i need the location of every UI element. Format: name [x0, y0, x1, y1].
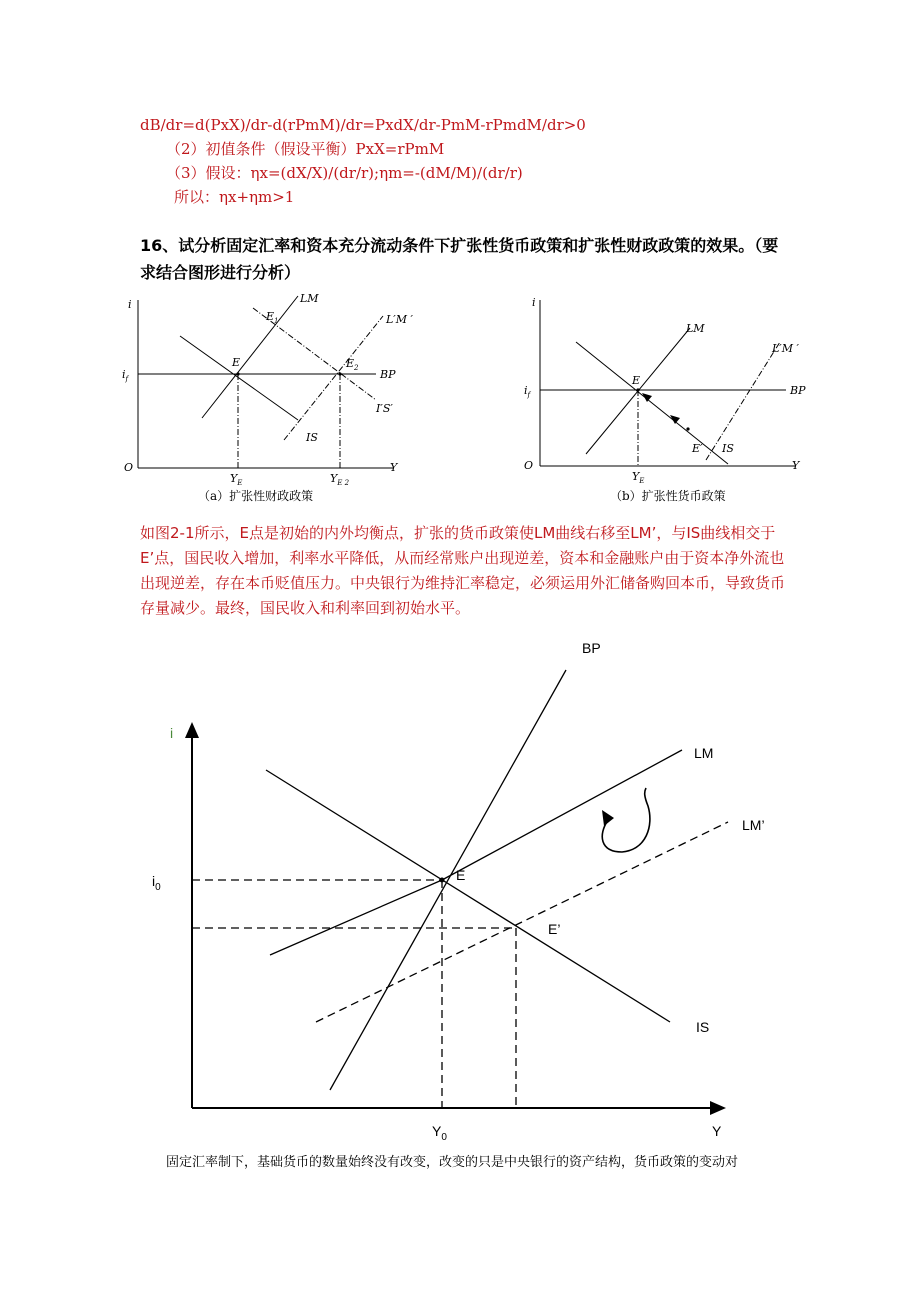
bp-label: BP [582, 640, 601, 656]
figure-c-is-lm-bp [130, 630, 810, 1150]
bp-label: BP [380, 368, 396, 381]
ye-label: $Y_E$ [230, 472, 243, 487]
ye2-label: $Y_{E 2}$ [330, 472, 350, 487]
point-e-prime-label: E’ [548, 921, 561, 937]
footer-text: 固定汇率制下，基础货币的数量始终没有改变，改变的只是中央银行的资产结构，货币政策的变动对 [166, 1155, 739, 1170]
point-e1-label: $E_1$ [266, 310, 279, 325]
formula-line-3: （3）假设：ηx=(dX/X)/(dr/r);ηm=-(dM/M)/(dr/r) [166, 164, 523, 182]
axis-i-label: i [532, 296, 536, 309]
axis-i-label: i [128, 298, 132, 311]
axis-y-label: Y [792, 459, 800, 472]
formula-line-4: 所以：ηx+ηm>1 [174, 188, 295, 206]
axis-y-label: Y [712, 1123, 722, 1139]
point-e-label: E [232, 356, 241, 369]
origin-label: O [524, 459, 534, 472]
question-heading: 16、试分析固定汇率和资本充分流动条件下扩张性货币政策和扩张性财政政策的效果。（要求结合图形进行分析） [140, 236, 779, 282]
figure-a-fiscal-policy [118, 290, 418, 490]
i0-label: $i_0$ [152, 873, 161, 893]
lm-label: LM [686, 322, 705, 335]
origin-label: O [124, 461, 134, 474]
axis-i-label: i [170, 725, 174, 741]
figure-a-caption: （a）扩张性财政政策 [198, 489, 314, 503]
point-e2-label: $E_2$ [346, 357, 359, 372]
point-e-label: E [456, 867, 466, 883]
formula-line-1: dB/dr=d(PxX)/dr-d(rPmM)/dr=PxdX/dr-PmM-rPmdM/dr>0 [140, 116, 586, 134]
lm-label: LM [694, 745, 714, 761]
is-label: IS [696, 1019, 710, 1035]
point-e-label: E [632, 374, 641, 387]
l-prime-m-prime-label: L′M ′ [772, 342, 800, 355]
bp-label: BP [790, 384, 806, 397]
ye-label: $Y_E$ [632, 470, 645, 485]
if-label: $i_f$ [122, 368, 129, 383]
l-prime-m-prime-label: L′M ′ [386, 313, 414, 326]
figure-b-caption: （b）扩张性货币政策 [610, 489, 726, 503]
formula-line-2: （2）初值条件（假设平衡）PxX=rPmM [166, 140, 445, 158]
figure-b-monetary-policy [518, 290, 818, 490]
i-prime-s-prime-label: I′S′ [376, 402, 393, 415]
explanation-paragraph: 如图2-1所示，E点是初始的内外均衡点，扩张的货币政策使LM曲线右移至LM’，与IS曲线相交于E’点，国民收入增加，利率水平降低，从而经常账户出现逆差，资本和金融账户由于资本净外流也出现逆差，存在本币贬值压力。中央银行为维持汇率稳定，必须运用外汇储备购回本币，导致货币存量减少。最终，国民收入和利率回到初始水平。 [140, 524, 786, 617]
point-e-prime-label: E′ [692, 442, 703, 455]
is-label: IS [722, 442, 734, 455]
axis-y-label: Y [390, 461, 398, 474]
if-label: $i_f$ [524, 384, 531, 399]
lm-label: LM [300, 292, 319, 305]
is-label: IS [306, 431, 318, 444]
lm-prime-label: LM’ [742, 817, 765, 833]
y0-label: $Y_0$ [432, 1123, 447, 1143]
